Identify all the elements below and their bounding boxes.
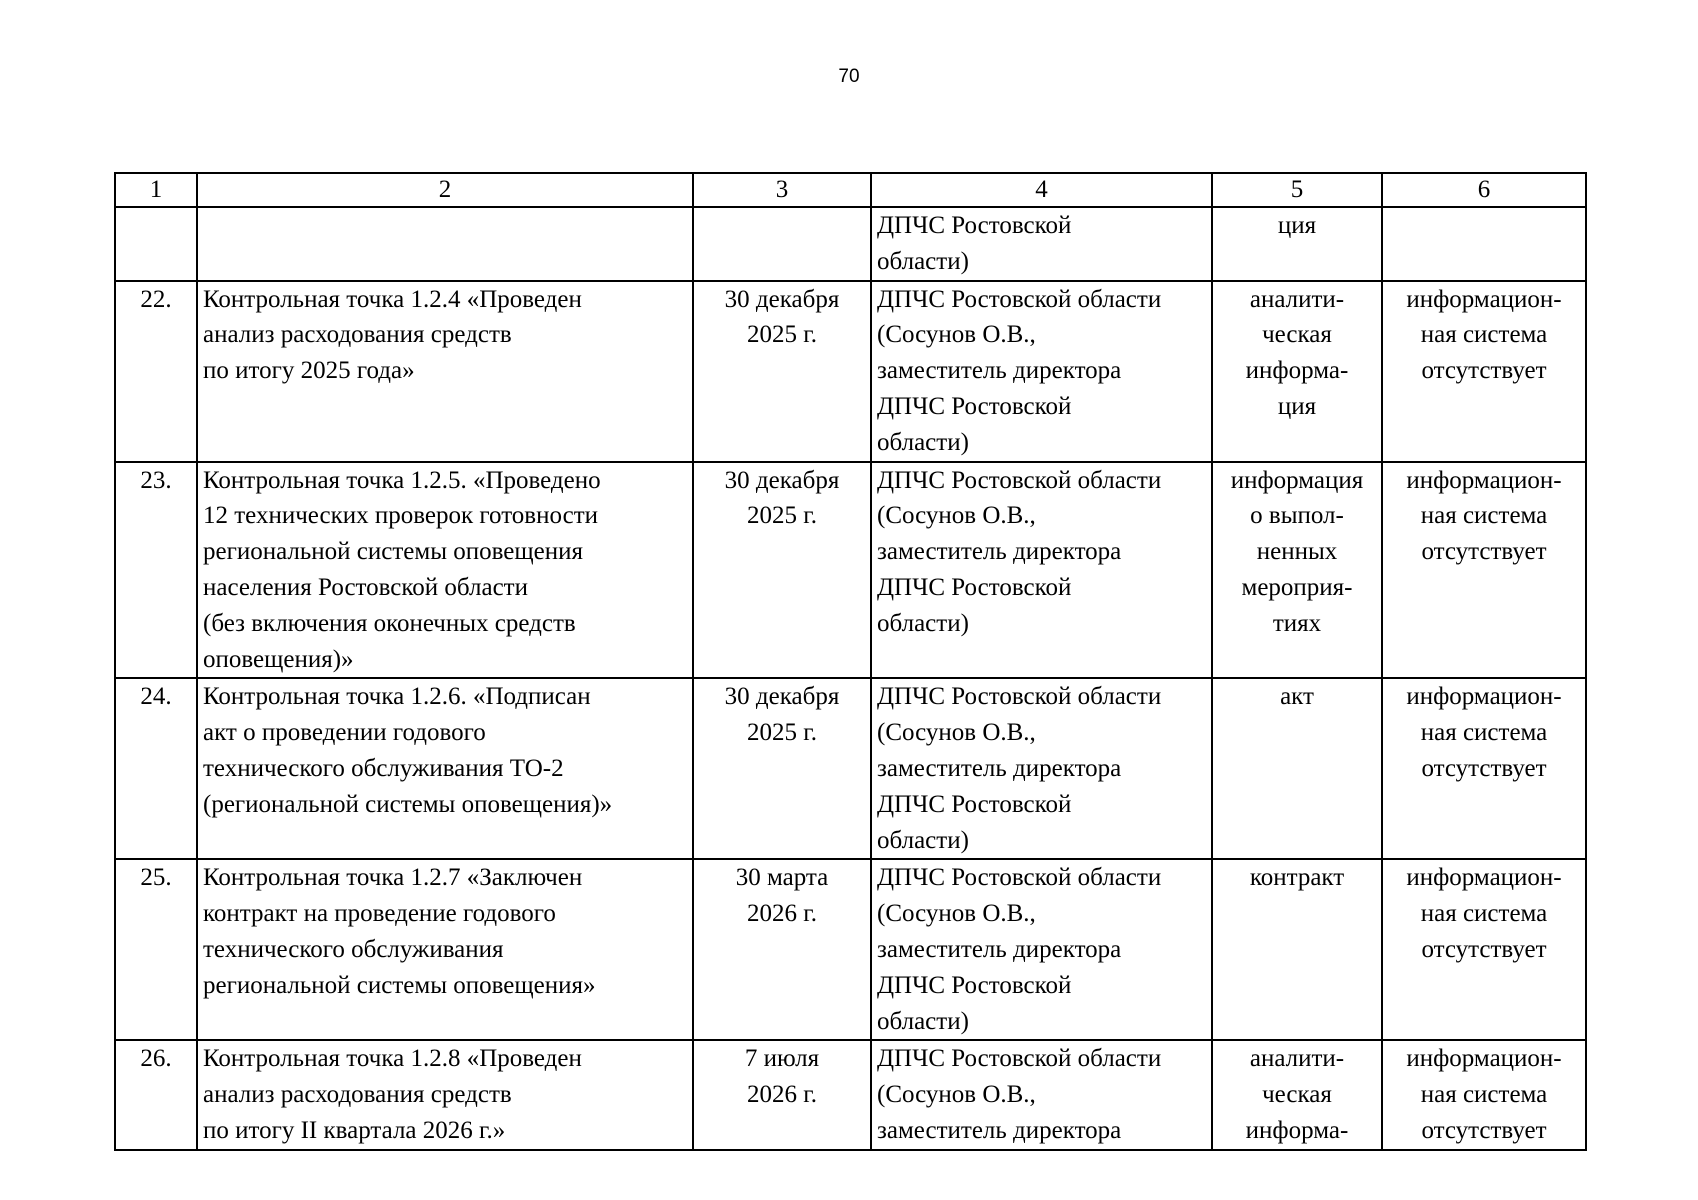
document-type-cell: информация о выпол- ненных мероприя- тиях — [1212, 462, 1382, 679]
document-type-cell: аналити- ческая информа- — [1212, 1040, 1382, 1149]
header-cell: 2 — [197, 173, 693, 207]
page-number: 70 — [838, 66, 860, 87]
header-row — [115, 173, 1586, 207]
table-row — [115, 281, 1586, 462]
row-number-cell: 23. — [115, 462, 197, 679]
table-body — [115, 173, 1586, 1150]
table-row — [115, 207, 1586, 281]
control-point-name-cell: Контрольная точка 1.2.6. «Подписан акт о проведении годового технического обслуживания ТО-2 (региональной системы оповещения)» — [197, 678, 693, 859]
row-number-cell: 26. — [115, 1040, 197, 1149]
deadline-cell: 30 декабря 2025 г. — [693, 281, 871, 462]
deadline-cell — [693, 207, 871, 281]
table-row — [115, 462, 1586, 679]
row-number-cell: 22. — [115, 281, 197, 462]
control-point-name-cell: Контрольная точка 1.2.7 «Заключен контракт на проведение годового технического обслуживания региональной системы оповещения» — [197, 859, 693, 1040]
header-cell: 5 — [1212, 173, 1382, 207]
control-point-name-cell: Контрольная точка 1.2.5. «Проведено 12 технических проверок готовности региональной системы оповещения населения Ростовской области (без включения оконечных средств оповещения)» — [197, 462, 693, 679]
document-type-cell: контракт — [1212, 859, 1382, 1040]
document-type-cell: акт — [1212, 678, 1382, 859]
row-number-cell: 25. — [115, 859, 197, 1040]
responsible-cell: ДПЧС Ростовской области (Сосунов О.В., заместитель директора ДПЧС Ростовской области) — [871, 678, 1212, 859]
document-type-cell: ция — [1212, 207, 1382, 281]
table-row — [115, 678, 1586, 859]
document-type-cell: аналити- ческая информа- ция — [1212, 281, 1382, 462]
control-point-name-cell: Контрольная точка 1.2.4 «Проведен анализ расходования средств по итогу 2025 года» — [197, 281, 693, 462]
responsible-cell: ДПЧС Ростовской области (Сосунов О.В., заместитель директора ДПЧС Ростовской области) — [871, 281, 1212, 462]
info-system-cell: информацион- ная система отсутствует — [1382, 1040, 1586, 1149]
responsible-cell: ДПЧС Ростовской области) — [871, 207, 1212, 281]
deadline-cell: 30 марта 2026 г. — [693, 859, 871, 1040]
header-cell: 1 — [115, 173, 197, 207]
deadline-cell: 30 декабря 2025 г. — [693, 678, 871, 859]
responsible-cell: ДПЧС Ростовской области (Сосунов О.В., заместитель директора — [871, 1040, 1212, 1149]
row-number-cell — [115, 207, 197, 281]
header-cell: 3 — [693, 173, 871, 207]
deadline-cell: 7 июля 2026 г. — [693, 1040, 871, 1149]
control-points-table — [114, 172, 1587, 1151]
row-number-cell: 24. — [115, 678, 197, 859]
responsible-cell: ДПЧС Ростовской области (Сосунов О.В., заместитель директора ДПЧС Ростовской области) — [871, 859, 1212, 1040]
info-system-cell — [1382, 207, 1586, 281]
info-system-cell: информацион- ная система отсутствует — [1382, 678, 1586, 859]
table-row — [115, 1040, 1586, 1149]
control-point-name-cell — [197, 207, 693, 281]
info-system-cell: информацион- ная система отсутствует — [1382, 859, 1586, 1040]
info-system-cell: информацион- ная система отсутствует — [1382, 281, 1586, 462]
header-cell: 6 — [1382, 173, 1586, 207]
header-cell: 4 — [871, 173, 1212, 207]
deadline-cell: 30 декабря 2025 г. — [693, 462, 871, 679]
responsible-cell: ДПЧС Ростовской области (Сосунов О.В., заместитель директора ДПЧС Ростовской области) — [871, 462, 1212, 679]
table-row — [115, 859, 1586, 1040]
control-point-name-cell: Контрольная точка 1.2.8 «Проведен анализ расходования средств по итогу II квартала 2026 г.» — [197, 1040, 693, 1149]
info-system-cell: информацион- ная система отсутствует — [1382, 462, 1586, 679]
